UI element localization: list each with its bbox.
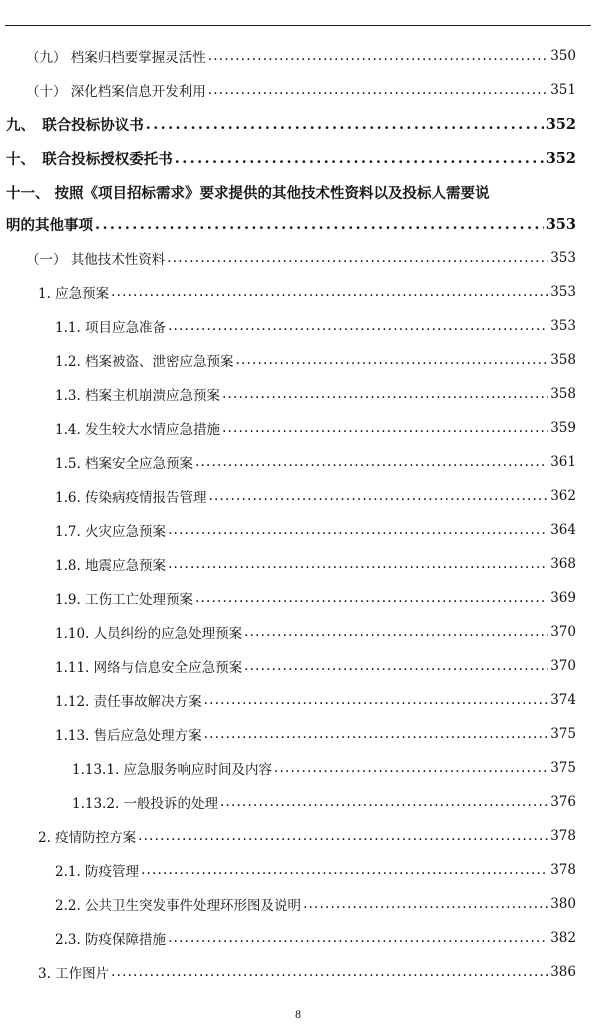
toc-entry-label: 十、 联合投标授权委托书 [6, 150, 173, 168]
toc-entry[interactable] [0, 212, 596, 236]
toc-leader-dots [195, 454, 548, 470]
toc-entry[interactable] [0, 78, 596, 102]
toc-entry-label: 1.13.1. 应急服务响应时间及内容 [72, 762, 273, 778]
toc-entry-page: 370 [550, 624, 576, 640]
toc-entry-page: 358 [550, 352, 576, 368]
toc-entry[interactable] [0, 790, 596, 814]
toc-entry-label: 1.7. 火灾应急预案 [55, 524, 167, 540]
toc-entry[interactable] [0, 484, 596, 508]
toc-leader-dots [168, 930, 548, 946]
toc-entry-page: 378 [550, 828, 576, 844]
toc-entry[interactable] [0, 756, 596, 780]
toc-entry-page: 352 [545, 149, 576, 167]
toc-leader-dots [195, 590, 548, 606]
toc-leader-dots [175, 150, 544, 167]
toc-entry-label: 1.1. 项目应急准备 [55, 320, 167, 336]
toc-entry-page: 370 [550, 658, 576, 674]
toc-leader-dots [168, 556, 548, 572]
toc-entry-label: 2. 疫情防控方案 [38, 830, 137, 846]
toc-entry[interactable] [0, 280, 596, 304]
toc-entry-page: 380 [550, 896, 576, 912]
toc-leader-dots [244, 658, 548, 674]
toc-entry-page: 368 [550, 556, 576, 572]
toc-entry-label: 九、 联合投标协议书 [6, 116, 144, 134]
toc-entry[interactable] [0, 450, 596, 474]
toc-entry-page: 376 [550, 794, 576, 810]
toc-entry[interactable] [0, 314, 596, 338]
toc-entry-page: 361 [550, 454, 576, 470]
toc-entry[interactable] [0, 552, 596, 576]
toc-entry[interactable] [0, 688, 596, 712]
toc-leader-dots [138, 828, 548, 844]
toc-entry[interactable] [0, 892, 596, 916]
toc-entry[interactable] [0, 960, 596, 984]
toc-leader-dots [146, 116, 544, 133]
toc-entry-label: 1.5. 档案安全应急预案 [55, 456, 194, 472]
toc-entry-page: 369 [550, 590, 576, 606]
toc-entry-page: 358 [550, 386, 576, 402]
toc-entry-label: 明的其他事项 [6, 216, 93, 234]
toc-leader-dots [95, 216, 544, 233]
toc-entry[interactable] [0, 824, 596, 848]
toc-entry-label: 1.6. 传染病疫情报告管理 [55, 490, 207, 506]
toc-entry-label: 1.13. 售后应急处理方案 [55, 728, 202, 744]
header-rule [5, 25, 591, 26]
toc-entry[interactable] [0, 382, 596, 406]
toc-entry-page: 375 [550, 760, 576, 776]
toc-leader-dots [168, 318, 548, 334]
toc-leader-dots [222, 420, 548, 436]
toc-leader-dots [204, 726, 549, 742]
toc-entry-label: 1. 应急预案 [38, 286, 110, 302]
toc-leader-dots [209, 488, 549, 504]
toc-leader-dots [244, 624, 548, 640]
toc-entry-page: 350 [550, 48, 576, 64]
toc-entry-page: 378 [550, 862, 576, 878]
toc-entry-label: 1.9. 工伤工亡处理预案 [55, 592, 194, 608]
toc-entry-page: 374 [550, 692, 576, 708]
toc-entry-page: 375 [550, 726, 576, 742]
toc-leader-dots [222, 386, 548, 402]
toc-entry-page: 352 [545, 115, 576, 133]
toc-entry-page: 386 [550, 964, 576, 980]
toc-entry-label: 3. 工作图片 [38, 966, 110, 982]
toc-leader-dots [111, 284, 548, 300]
toc-entry-page: 353 [550, 318, 576, 334]
toc-entry[interactable] [0, 620, 596, 644]
toc-entry[interactable] [0, 44, 596, 68]
toc-entry-page: 353 [550, 284, 576, 300]
toc-entry-wrapped-line[interactable]: 十一、 按照《项目招标需求》要求提供的其他技术性资料以及投标人需要说 [6, 185, 490, 202]
page-number: 8 [294, 1010, 302, 1021]
toc-entry-label: 1.13.2. 一般投诉的处理 [72, 796, 219, 812]
toc-leader-dots [208, 48, 548, 64]
toc-leader-dots [168, 522, 548, 538]
toc-entry-label: 1.12. 责任事故解决方案 [55, 694, 202, 710]
toc-entry[interactable] [0, 348, 596, 372]
toc-entry[interactable] [0, 416, 596, 440]
toc-entry[interactable] [0, 926, 596, 950]
toc-entry[interactable] [0, 586, 596, 610]
toc-entry-page: 359 [550, 420, 576, 436]
toc-leader-dots [204, 692, 549, 708]
toc-entry-label: 1.3. 档案主机崩溃应急预案 [55, 388, 221, 404]
toc-entry-page: 353 [550, 250, 576, 266]
toc-entry[interactable] [0, 246, 596, 270]
toc-entry-page: 353 [545, 215, 576, 233]
toc-entry-label: （十） 深化档案信息开发利用 [26, 84, 206, 100]
toc-entry-label: 1.8. 地震应急预案 [55, 558, 167, 574]
toc-leader-dots [303, 896, 548, 912]
toc-entry-page: 364 [550, 522, 576, 538]
toc-entry-label: 2.1. 防疫管理 [55, 864, 140, 880]
toc-entry-label: 2.2. 公共卫生突发事件处理环形图及说明 [55, 898, 302, 914]
toc-entry[interactable] [0, 518, 596, 542]
toc-entry-label: （九） 档案归档要掌握灵活性 [26, 50, 206, 66]
toc-leader-dots [274, 760, 548, 776]
toc-leader-dots [111, 964, 548, 980]
toc-leader-dots [167, 250, 548, 266]
toc-entry-label: 1.10. 人员纠纷的应急处理预案 [55, 626, 243, 642]
toc-entry[interactable] [0, 146, 596, 170]
toc-leader-dots [220, 794, 548, 810]
toc-entry[interactable] [0, 654, 596, 678]
toc-entry-label: 2.3. 防疫保障措施 [55, 932, 167, 948]
toc-entry-label: 1.2. 档案被盗、泄密应急预案 [55, 354, 234, 370]
toc-entry-page: 351 [550, 82, 576, 98]
toc-entry[interactable] [0, 858, 596, 882]
toc-entry[interactable] [0, 722, 596, 746]
toc-leader-dots [208, 82, 548, 98]
toc-leader-dots [236, 352, 549, 368]
toc-leader-dots [141, 862, 548, 878]
toc-entry-page: 382 [550, 930, 576, 946]
toc-entry-page: 362 [550, 488, 576, 504]
toc-entry[interactable] [0, 112, 596, 136]
toc-entry-label: 1.11. 网络与信息安全应急预案 [55, 660, 243, 676]
toc-entry-label: 1.4. 发生较大水情应急措施 [55, 422, 221, 438]
toc-entry-label: （一） 其他技术性资料 [26, 252, 166, 268]
